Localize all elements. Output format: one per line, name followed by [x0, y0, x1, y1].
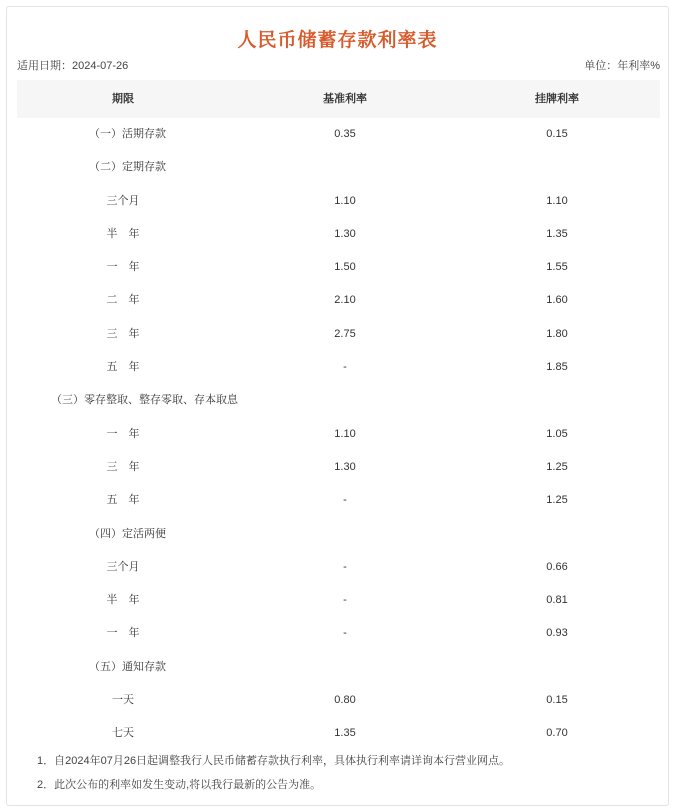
- listed-rate-cell: 1.80: [546, 327, 568, 340]
- term-cell: 二 年: [106, 294, 140, 307]
- table-row: [17, 251, 660, 284]
- header-listed-rate: 挂牌利率: [535, 93, 579, 105]
- base-rate-cell: [245, 651, 445, 684]
- term-cell: 三 年: [106, 327, 140, 340]
- base-rate-cell: 1.35: [334, 727, 356, 740]
- section-row: [17, 384, 660, 417]
- listed-rate-cell: 1.60: [546, 294, 568, 307]
- listed-rate-cell: 0.81: [546, 594, 568, 607]
- term-cell: 一 年: [106, 427, 140, 440]
- base-rate-cell: 1.10: [334, 194, 356, 207]
- table-row: [17, 451, 660, 484]
- listed-rate-cell: 1.05: [546, 427, 568, 440]
- base-rate-cell: 0.35: [334, 128, 356, 140]
- listed-rate-cell: 1.10: [546, 194, 568, 207]
- term-cell: （二）定期存款: [89, 161, 166, 174]
- listed-rate-cell: 0.15: [546, 694, 568, 707]
- table-row: [17, 617, 660, 650]
- listed-rate-cell: 0.66: [546, 560, 568, 573]
- term-cell: （五）通知存款: [89, 660, 166, 673]
- section-row: [17, 151, 660, 184]
- listed-rate-cell: 1.35: [546, 227, 568, 240]
- base-rate-cell: 1.10: [334, 427, 356, 440]
- note-2: 2．此次公布的利率如发生变动,将以我行最新的公告为准。: [37, 779, 322, 791]
- base-rate-cell: -: [343, 594, 347, 607]
- base-rate-cell: -: [343, 560, 347, 573]
- term-cell: （四）定活两便: [89, 527, 166, 540]
- listed-rate-cell: 1.25: [546, 494, 568, 507]
- term-cell: 三个月: [106, 194, 140, 207]
- term-cell: 三个月: [106, 560, 140, 573]
- table-row: [17, 218, 660, 251]
- notes: [37, 749, 510, 797]
- table-row: [17, 185, 660, 218]
- header-term: 期限: [112, 93, 134, 105]
- listed-rate-cell: [457, 384, 657, 417]
- table-row: [17, 284, 660, 317]
- base-rate-cell: 0.80: [334, 694, 356, 707]
- table-body: [17, 118, 660, 751]
- term-cell: 半 年: [106, 594, 140, 607]
- section-row: [17, 518, 660, 551]
- listed-rate-cell: 1.25: [546, 460, 568, 473]
- term-cell: 三 年: [106, 460, 140, 473]
- term-cell: （三）零存整取、整存零取、存本取息: [51, 394, 238, 407]
- listed-rate-cell: 1.85: [546, 361, 568, 374]
- listed-rate-cell: 0.93: [546, 627, 568, 640]
- rate-table-panel: [6, 6, 669, 806]
- base-rate-cell: 1.30: [334, 460, 356, 473]
- table-row: [17, 717, 660, 750]
- term-cell: 半 年: [106, 227, 140, 240]
- listed-rate-cell: 0.15: [546, 128, 568, 140]
- base-rate-cell: 1.30: [334, 227, 356, 240]
- term-cell: 一天: [112, 694, 134, 707]
- base-rate-cell: [245, 151, 445, 184]
- table-row: [17, 551, 660, 584]
- listed-rate-cell: [457, 518, 657, 551]
- base-rate-cell: 2.10: [334, 294, 356, 307]
- table-row: [17, 318, 660, 351]
- section-row: [17, 651, 660, 684]
- listed-rate-cell: [457, 651, 657, 684]
- term-cell: 一 年: [106, 261, 140, 274]
- page-title: 人民币储蓄存款利率表: [237, 30, 438, 51]
- table-row: [17, 351, 660, 384]
- section-row: [17, 118, 660, 151]
- term-cell: 一 年: [106, 627, 140, 640]
- header-base-rate: 基准利率: [323, 93, 367, 105]
- base-rate-cell: [245, 518, 445, 551]
- base-rate-cell: -: [343, 361, 347, 374]
- listed-rate-cell: [457, 151, 657, 184]
- term-cell: 五 年: [106, 494, 140, 507]
- term-cell: 五 年: [106, 361, 140, 374]
- table-row: [17, 584, 660, 617]
- base-rate-cell: -: [343, 627, 347, 640]
- table-row: [17, 418, 660, 451]
- base-rate-cell: [245, 384, 445, 417]
- base-rate-cell: 2.75: [334, 327, 356, 340]
- note-1: 1．自2024年07月26日起调整我行人民币储蓄存款执行利率，具体执行利率请详询本行营业网点。: [37, 755, 511, 767]
- term-cell: 七天: [112, 727, 134, 740]
- term-cell: （一）活期存款: [89, 128, 166, 140]
- listed-rate-cell: 1.55: [546, 261, 568, 274]
- base-rate-cell: 1.50: [334, 261, 356, 274]
- listed-rate-cell: 0.70: [546, 727, 568, 740]
- table-header: [17, 80, 660, 118]
- table-row: [17, 484, 660, 517]
- effective-date: 适用日期：2024-07-26: [17, 60, 129, 72]
- base-rate-cell: -: [343, 494, 347, 507]
- unit-label: 单位：年利率%: [584, 60, 660, 72]
- table-row: [17, 684, 660, 717]
